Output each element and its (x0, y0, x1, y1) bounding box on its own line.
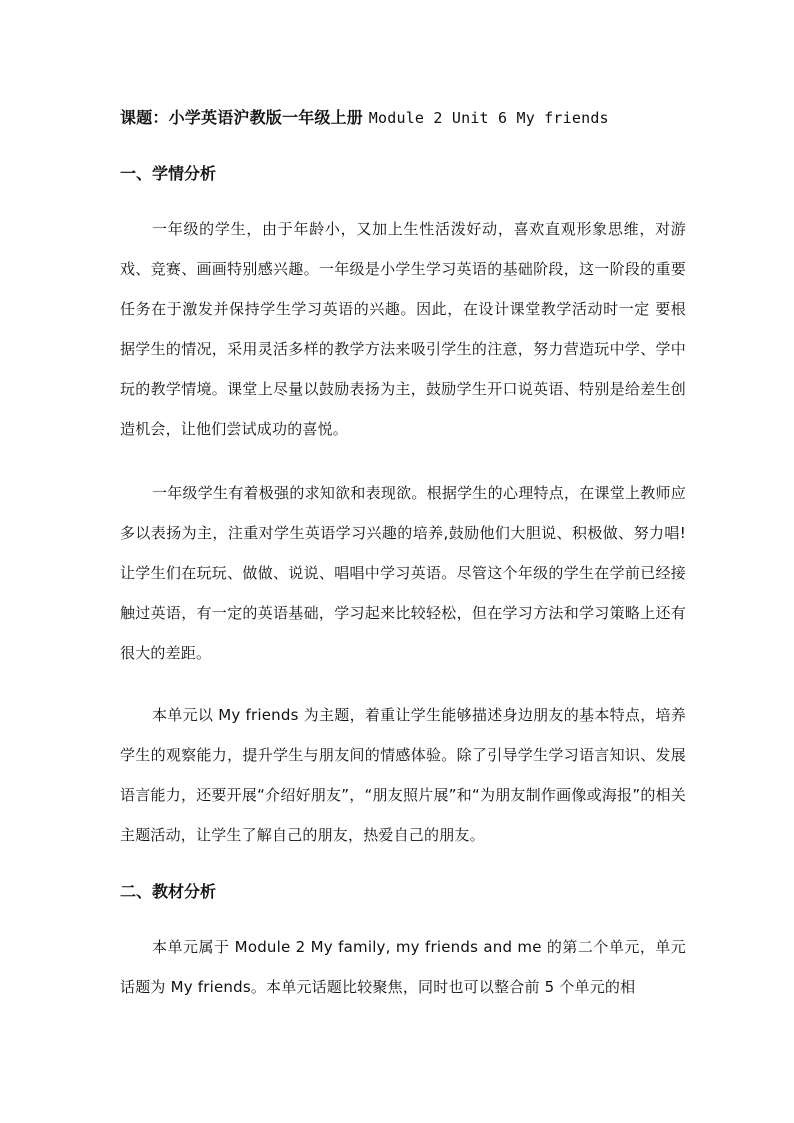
learner-analysis-paragraph-3: 本单元以 My friends 为主题，着重让学生能够描述身边朋友的基本特点，培养学生的观察能力，提升学生与朋友间的情感体验。除了引导学生学习语言知识、发展语言能力，还要开展“介绍好朋友”，“朋友照片展”和“为朋友制作画像或海报”的相关主题活动，让学生了解自己的朋友，热爱自己的朋友。 (120, 706, 686, 844)
learner-analysis-paragraph-2: 一年级学生有着极强的求知欲和表现欲。根据学生的心理特点，在课堂上教师应多以表扬为主，注重对学生英语学习兴趣的培养,鼓励他们大胆说、积极做、努力唱!让学生们在玩玩、做做、说说、唱唱中学习英语。尽管这个年级的学生在学前已经接触过英语，有一定的英语基础，学习起来比较轻松，但在学习方法和学习策略上还有很大的差距。 (120, 484, 686, 662)
learner-analysis-paragraph-1: 一年级的学生，由于年龄小，又加上生性活泼好动，喜欢直观形象思维，对游戏、竞赛、画画特别感兴趣。一年级是小学生学习英语的基础阶段，这一阶段的重要任务在于激发并保持学生学习英语的兴趣。因此，在设计课堂教学活动时一定 要根据学生的情况，采用灵活多样的教学方法来吸引学生的注意，努力营造玩中学、学中玩的教学情境。课堂上尽量以鼓励表扬为主，鼓励学生开口说英语、特别是给差生创造机会，让他们尝试成功的喜悦。 (120, 220, 686, 438)
lesson-title (120, 106, 720, 130)
lesson-title-english: Module 2 Unit 6 My friends (368, 109, 609, 127)
lesson-title-chinese: 课题：小学英语沪教版一年级上册 (120, 108, 369, 127)
textbook-analysis-paragraph-1: 本单元属于 Module 2 My family, my friends and me 的第二个单元，单元话题为 My friends。本单元话题比较聚焦，同时也可以整合前 5 个单元的相 (120, 938, 686, 996)
section-heading-learner-analysis: 一、学情分析 (120, 164, 217, 183)
section-heading-textbook-analysis: 二、教材分析 (120, 882, 217, 901)
